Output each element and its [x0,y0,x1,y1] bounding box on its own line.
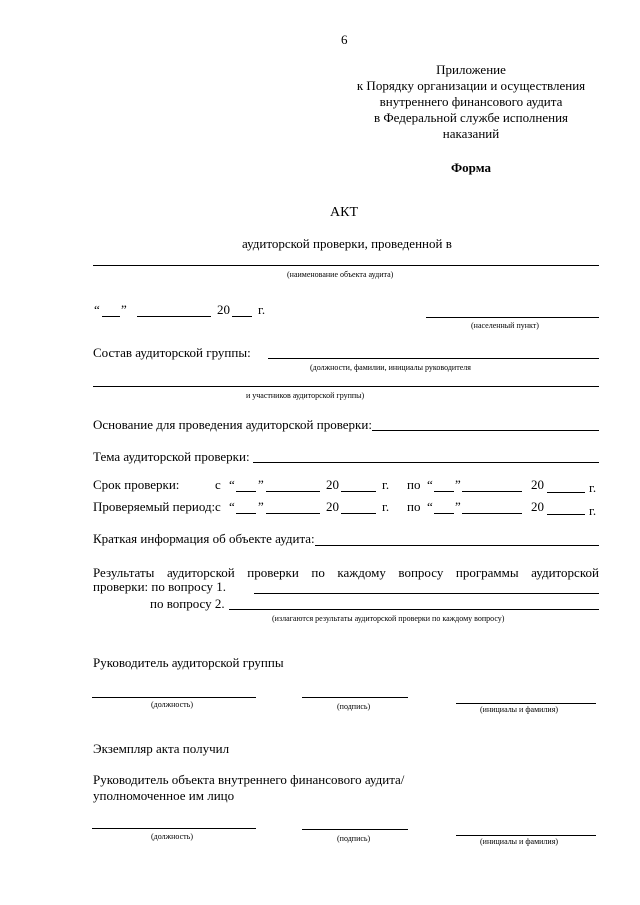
term-label: Срок проверки: [93,477,180,492]
checked-quote-close: ” [258,499,264,514]
term-from-year-prefix: 20 [326,477,339,492]
checked-to-month[interactable] [462,513,522,514]
results-word: каждому [337,565,386,580]
term-from-month[interactable] [266,491,320,492]
audit-object-line[interactable] [93,265,599,266]
object-head-name-caption: (инициалы и фамилия) [480,837,559,846]
act-title: АКТ [330,205,358,220]
term-to-quote-open: “ [427,477,433,492]
group-head-position-field[interactable] [92,697,256,698]
act-subtitle: аудиторской проверки, проведенной в [242,236,452,251]
basis-field[interactable] [372,430,599,431]
checked-period-label: Проверяемый период: [93,499,216,514]
topic-label: Тема аудиторской проверки: [93,449,250,464]
appendix-line: к Порядку организации и осуществления [356,78,586,93]
checked-from-year[interactable] [341,513,376,514]
checked-to-day[interactable] [434,513,454,514]
object-head-position-field[interactable] [92,828,256,829]
object-head-position-caption: (должность) [151,832,193,841]
results-word: аудиторской [166,565,235,580]
term-to-year[interactable] [547,492,585,493]
group-head-signature-caption: (подпись) [337,702,371,711]
results-word: Результаты [93,565,155,580]
page-number: 6 [341,32,348,47]
head-of-object-line-1: Руководитель объекта внутреннего финансового аудита/ [93,772,405,787]
checked-to-quote-close: ” [455,499,461,514]
group-caption-1: (должности, фамилии, инициалы руководителя [310,363,471,372]
results-heading [93,566,599,579]
term-to-year-suffix: г. [589,480,597,495]
checked-from-label: с [215,499,221,514]
results-caption: (излагаются результаты аудиторской проверки по каждому вопросу) [272,614,505,623]
place-caption: (населенный пункт) [471,321,539,330]
term-to-day[interactable] [434,491,454,492]
group-field-2[interactable] [93,386,599,387]
group-label: Состав аудиторской группы: [93,345,251,360]
appendix-line: в Федеральной службе исполнения [373,110,569,125]
checked-to-year[interactable] [547,514,585,515]
term-from-year[interactable] [341,491,376,492]
results-word: аудиторской [531,565,599,580]
brief-info-field[interactable] [315,545,599,546]
checked-from-year-prefix: 20 [326,499,339,514]
term-to-quote-close: ” [455,477,461,492]
checked-from-year-suffix: г. [382,499,390,514]
term-from-label: с [215,477,221,492]
head-of-group-label: Руководитель аудиторской группы [93,655,284,670]
copy-received-label: Экземпляр акта получил [93,741,230,756]
term-from-year-suffix: г. [382,477,390,492]
term-quote-open: “ [229,477,235,492]
checked-to-year-prefix: 20 [531,499,544,514]
group-field[interactable] [268,358,599,359]
results-question-2-label: по вопросу 2. [150,596,225,611]
term-to-month[interactable] [462,491,522,492]
form-label: Форма [451,160,491,175]
group-caption-2: и участников аудиторской группы) [246,391,365,400]
appendix-block [346,62,596,142]
results-word: программы [455,565,519,580]
term-to-label: по [407,477,421,492]
topic-field[interactable] [253,462,599,463]
group-head-position-caption: (должность) [151,700,193,709]
results-question-1-field[interactable] [254,593,599,594]
results-word: вопросу [398,565,444,580]
group-head-name-caption: (инициалы и фамилия) [480,705,559,714]
basis-label: Основание для проведения аудиторской проверки: [93,417,372,432]
date-quote-open: “ [94,302,100,317]
checked-quote-open: “ [229,499,235,514]
group-head-name-field[interactable] [456,703,596,704]
checked-from-day[interactable] [236,513,256,514]
year-field[interactable] [232,316,252,317]
checked-to-quote-open: “ [427,499,433,514]
checked-to-year-suffix: г. [589,503,597,518]
object-head-signature-caption: (подпись) [337,834,371,843]
appendix-line: наказаний [442,126,500,141]
group-head-signature-field[interactable] [302,697,408,698]
checked-to-label: по [407,499,421,514]
month-field[interactable] [137,316,211,317]
appendix-line: внутреннего финансового аудита [379,94,563,109]
brief-info-label: Краткая информация об объекте аудита: [93,531,315,546]
object-head-signature-field[interactable] [302,829,408,830]
results-question-2-field[interactable] [229,609,599,610]
appendix-line: Приложение [436,62,506,77]
results-word: проверки [247,565,299,580]
date-quote-close: ” [121,302,127,317]
results-word: по [311,565,325,580]
object-head-name-field[interactable] [456,835,596,836]
term-from-day[interactable] [236,491,256,492]
checked-from-month[interactable] [266,513,320,514]
year-suffix: г. [258,302,266,317]
audit-object-caption: (наименование объекта аудита) [287,270,394,279]
term-to-year-prefix: 20 [531,477,544,492]
results-question-1-label: проверки: по вопросу 1. [93,579,227,594]
term-quote-close: ” [258,477,264,492]
day-field[interactable] [102,316,120,317]
year-prefix: 20 [217,302,230,317]
head-of-object-line-2: уполномоченное им лицо [93,788,235,803]
place-field[interactable] [426,317,599,318]
